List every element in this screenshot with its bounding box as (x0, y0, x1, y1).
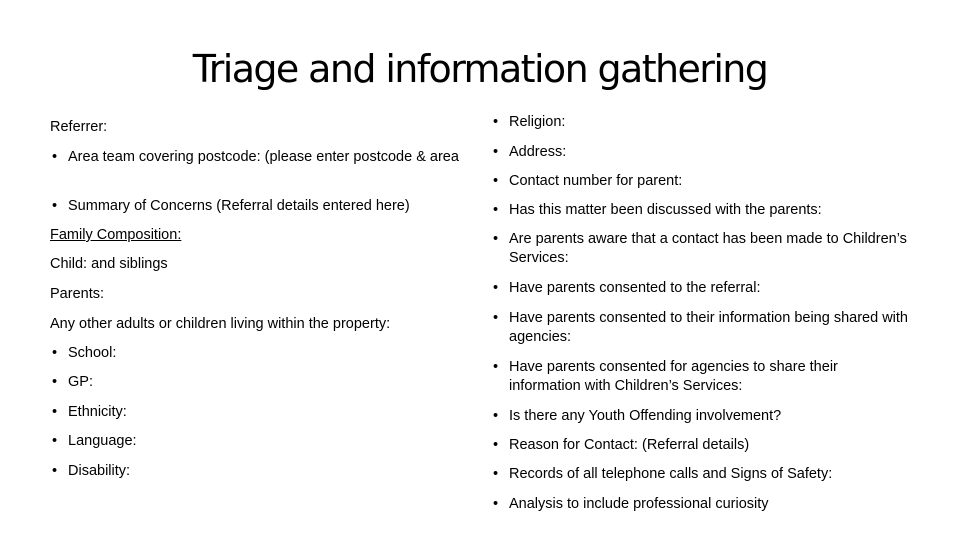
gp-item: • GP: (50, 373, 470, 392)
area-team-item: • Area team covering postcode: (please enter postcode & area (50, 148, 470, 167)
disability-item: • Disability: (50, 462, 470, 481)
consented-sharing-item: • Have parents consented to their information being shared with agencies: (491, 309, 911, 347)
family-composition-heading: Family Composition: (50, 227, 182, 243)
youth-offending-item: • Is there any Youth Offending involvement? (491, 407, 911, 426)
analysis-item: • Analysis to include professional curiosity (491, 495, 911, 514)
language-item: • Language: (50, 432, 470, 451)
other-adults-label: Any other adults or children living within the property: (50, 316, 391, 332)
child-siblings-label: Child: and siblings (50, 256, 168, 272)
reason-for-contact-item: • Reason for Contact: (Referral details) (491, 436, 911, 455)
ethnicity-item: • Ethnicity: (50, 403, 470, 422)
religion-item: • Religion: (491, 113, 911, 132)
parents-aware-item: • Are parents aware that a contact has been made to Children’s Services: (491, 230, 911, 268)
consented-agencies-item: • Have parents consented for agencies to share their information with Children’s Services: (491, 358, 911, 396)
consented-referral-item: • Have parents consented to the referral: (491, 279, 911, 298)
summary-of-concerns-item: • Summary of Concerns (Referral details entered here) (50, 197, 470, 216)
records-calls-item: • Records of all telephone calls and Signs of Safety: (491, 465, 911, 484)
contact-number-item: • Contact number for parent: (491, 172, 911, 191)
address-item: • Address: (491, 143, 911, 162)
parents-label: Parents: (50, 286, 104, 302)
referrer-label: Referrer: (50, 119, 108, 135)
school-item: • School: (50, 344, 470, 363)
slide-title: Triage and information gathering (192, 47, 768, 91)
discussed-with-parents-item: • Has this matter been discussed with the parents: (491, 201, 911, 220)
